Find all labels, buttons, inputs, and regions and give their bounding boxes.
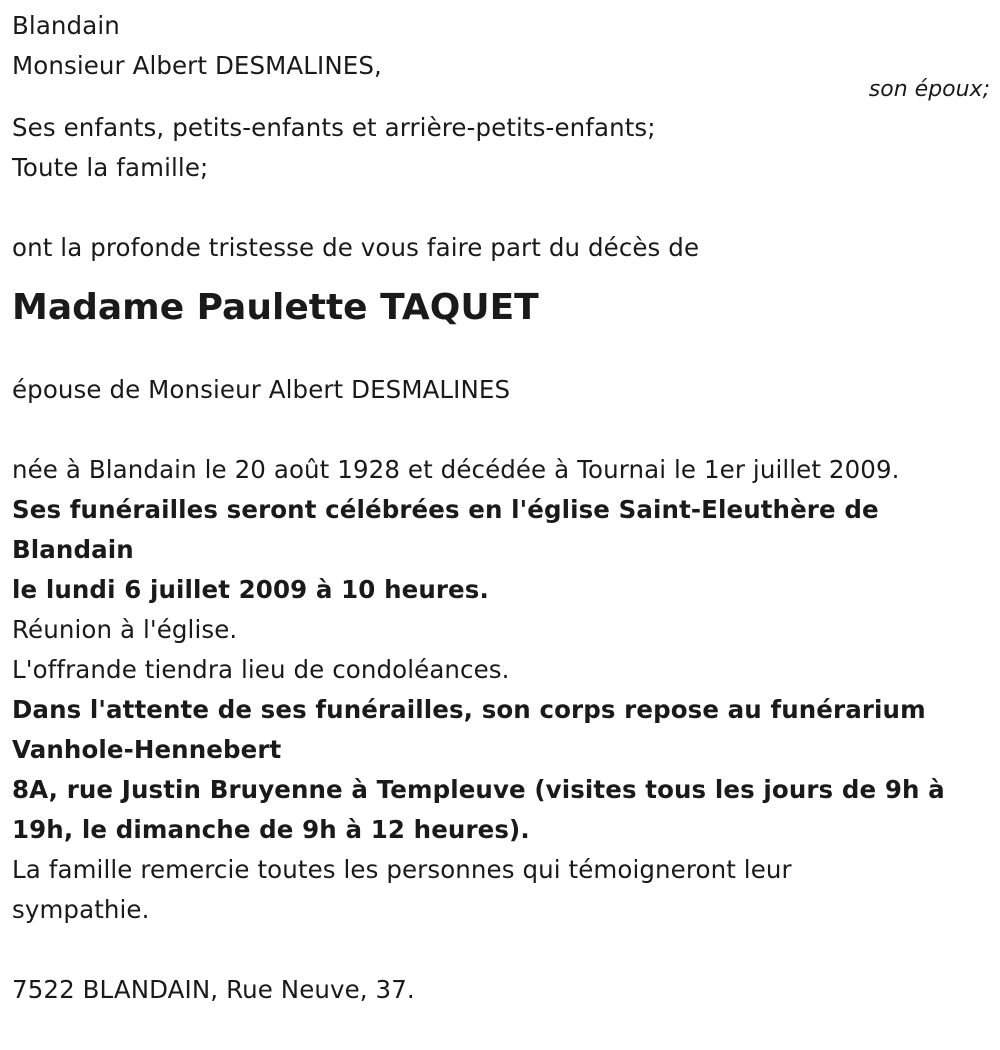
address-line: 7522 BLANDAIN, Rue Neuve, 37. xyxy=(12,975,415,1004)
spouse-name-line: Monsieur Albert DESMALINES, xyxy=(12,51,382,80)
obituary-document xyxy=(12,6,990,1010)
funerarium-line-1: Dans l'attente de ses funérailles, son corps repose au funérarium xyxy=(12,695,926,724)
spacer xyxy=(12,410,990,450)
family-line: Toute la famille; xyxy=(12,153,209,182)
spacer xyxy=(12,188,990,228)
deceased-name: Madame Paulette TAQUET xyxy=(12,287,539,328)
offering-line: L'offrande tiendra lieu de condoléances. xyxy=(12,655,510,684)
funerarium-line-3: 8A, rue Justin Bruyenne à Templeuve (visites tous les jours de 9h à xyxy=(12,775,945,804)
funeral-line-3: le lundi 6 juillet 2009 à 10 heures. xyxy=(12,575,489,604)
place-line: Blandain xyxy=(12,11,120,40)
funeral-line-2: Blandain xyxy=(12,535,134,564)
funerarium-line-4: 19h, le dimanche de 9h à 12 heures). xyxy=(12,815,530,844)
thanks-line-2: sympathie. xyxy=(12,895,150,924)
birth-death-line: née à Blandain le 20 août 1928 et décédée à Tournai le 1er juillet 2009. xyxy=(12,455,900,484)
funerarium-line-2: Vanhole-Hennebert xyxy=(12,735,282,764)
children-line: Ses enfants, petits-enfants et arrière-petits-enfants; xyxy=(12,113,656,142)
spouse-of-line: épouse de Monsieur Albert DESMALINES xyxy=(12,375,511,404)
spacer xyxy=(12,930,990,970)
funeral-line-1: Ses funérailles seront célébrées en l'église Saint-Eleuthère de xyxy=(12,495,879,524)
announcement-line: ont la profonde tristesse de vous faire part du décès de xyxy=(12,233,700,262)
meeting-line: Réunion à l'église. xyxy=(12,615,238,644)
spacer xyxy=(12,86,990,108)
thanks-line-1: La famille remercie toutes les personnes qui témoigneront leur xyxy=(12,855,792,884)
spacer xyxy=(12,348,990,370)
spouse-role-label: son époux; xyxy=(868,77,990,102)
